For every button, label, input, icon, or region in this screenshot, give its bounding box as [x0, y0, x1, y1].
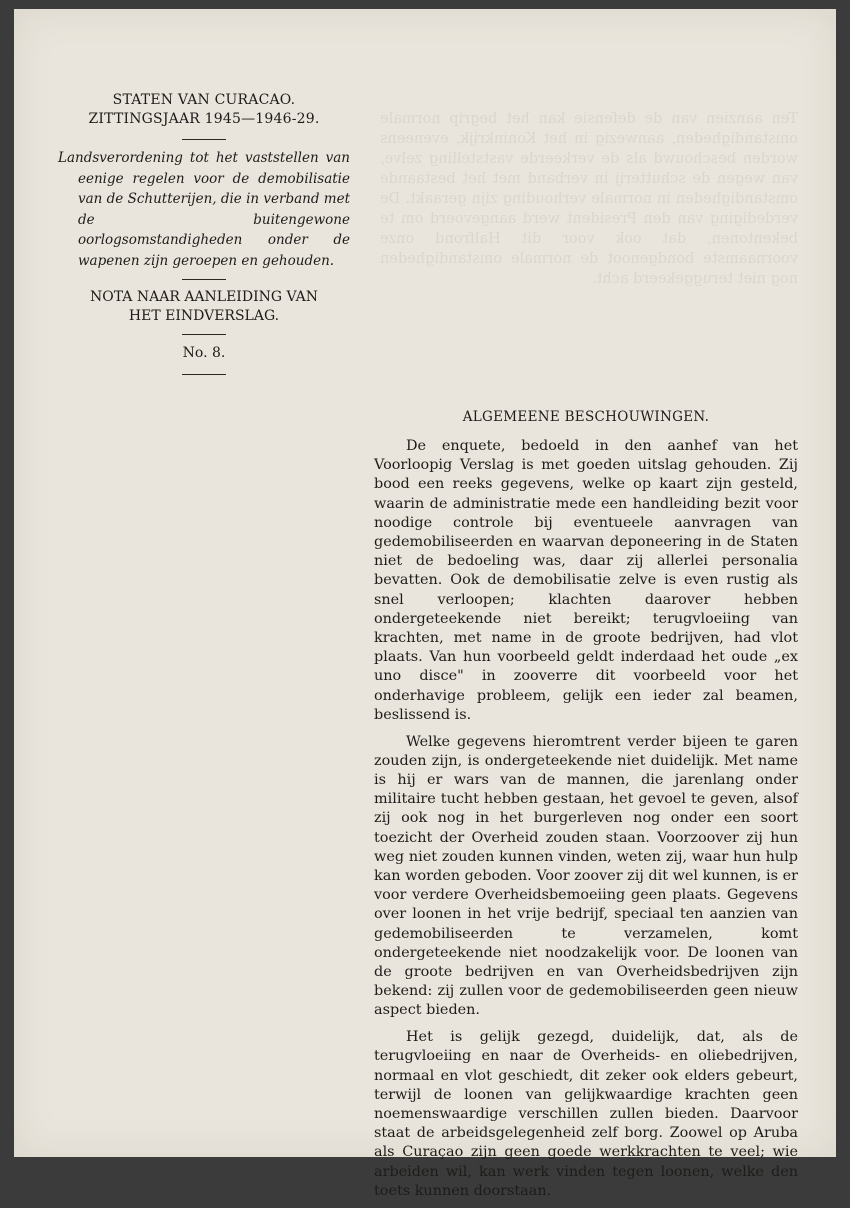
divider	[182, 334, 226, 335]
header-line-1: STATEN VAN CURACAO.	[112, 92, 296, 108]
left-column	[58, 91, 350, 375]
nota-line-2: HET EINDVERSLAG.	[128, 308, 280, 324]
document-page	[14, 9, 836, 1199]
nota-line-1: NOTA NAAR AANLEIDING VAN	[90, 289, 318, 305]
divider	[182, 139, 226, 140]
divider	[182, 279, 226, 280]
nota-title	[58, 288, 350, 326]
document-number: No. 8.	[182, 345, 226, 361]
intro-text: Landsverordening tot het vaststellen van eenige regelen voor de demobilisatie van de Schutterijen, die in verband met de buitengewone oorlogsomstandigheden onder de wapenen zijn geroepen en gehouden.	[58, 150, 350, 269]
paragraph: Welke gegevens hieromtrent verder bijeen te garen zouden zijn, is ondergeteekende niet duidelijk. Met name is hij er wars van de mannen, die jarenlang onder militaire tucht hebben gestaan, het gevoel te geven, alsof zij ook nog in het burgerleven nog onder een soort toezicht der Overheid zouden staan. Voorzoover zij hun weg niet zouden kunnen vinden, weten zij, waar hun hulp kan worden geboden. Voor zoover zij dit wel kunnen, is er voor verdere Overheidsbemoeiing geen plaats. Gegevens over loonen in het vrije bedrijf, speciaal ten aanzien van gedemobiliseerden te verzamelen, komt ondergeteekende niet noodzakelijk voor. De loonen van de groote bedrijven en van Overheidsbedrijven zijn bekend: zij zullen voor de gedemobiliseerden geen nieuw aspect bieden.	[374, 733, 799, 1019]
section-title: ALGEMEENE BESCHOUWINGEN.	[462, 409, 710, 425]
paragraph: De enquete, bedoeld in den aanhef van het Voorloopig Verslag is met goeden uitslag gehouden. Zij bood een reeks gegevens, welke op kaart zijn gesteld, waarin de administratie mede een handleiding bezit voor noodige controle bij eventueele aanvragen van gedemobiliseerden en waarvan deponeering in de Staten niet de bedoeling was, daar zij allerlei personalia bevatten. Ook de demobilisatie zelve is even rustig als snel verloopen; klachten daarover hebben ondergeteekende niet bereikt; terugvloeiing van krachten, met name in de groote bedrijven, had vlot plaats. Van hun voorbeeld geldt inderdaad het oude „ex uno disce" in zooverre dit voorbeeld voor het onderhavige probleem, gelijk een ieder zal beamen, beslissend is.	[374, 438, 798, 723]
header-line-2: ZITTINGSJAAR 1945—1946-29.	[88, 111, 320, 127]
right-column	[374, 409, 798, 1208]
paragraph: Het is gelijk gezegd, duidelijk, dat, als de terugvloeiing en naar de Overheids- en oliebedrijven, normaal en vlot geschiedt, dit zeker ook elders gebeurt, terwijl de loonen van gelijkwaardige krachten geen noemenswaardige verschillen zullen bieden. Daarvoor staat de arbeidsgelegenheid zelf borg. Zoowel op Aruba als Curaçao zijn geen goede werkkrachten te veel; wie arbeiden wil, kan werk vinden tegen loonen, welke den toets kunnen doorstaan.	[374, 1029, 798, 1199]
divider	[182, 374, 226, 375]
bleed-through-text: Ten aanzien van de defensie kan het begrip normale omstandigheden, aanwezig in het Koninkrijk, eveneens worden beschouwd als de verkeerde vaststelling zelve, van wegen de schutterij in verband met het bestaande omstandigheden in normale verhouding zijn geraakt. De verdediging van den President werd aangevoerd om te bekentonen, dat ook voor dit Halfrond onze voornaamste bondgenoot de normale omstandigheden nog niet teruggekeerd acht.	[380, 111, 798, 287]
